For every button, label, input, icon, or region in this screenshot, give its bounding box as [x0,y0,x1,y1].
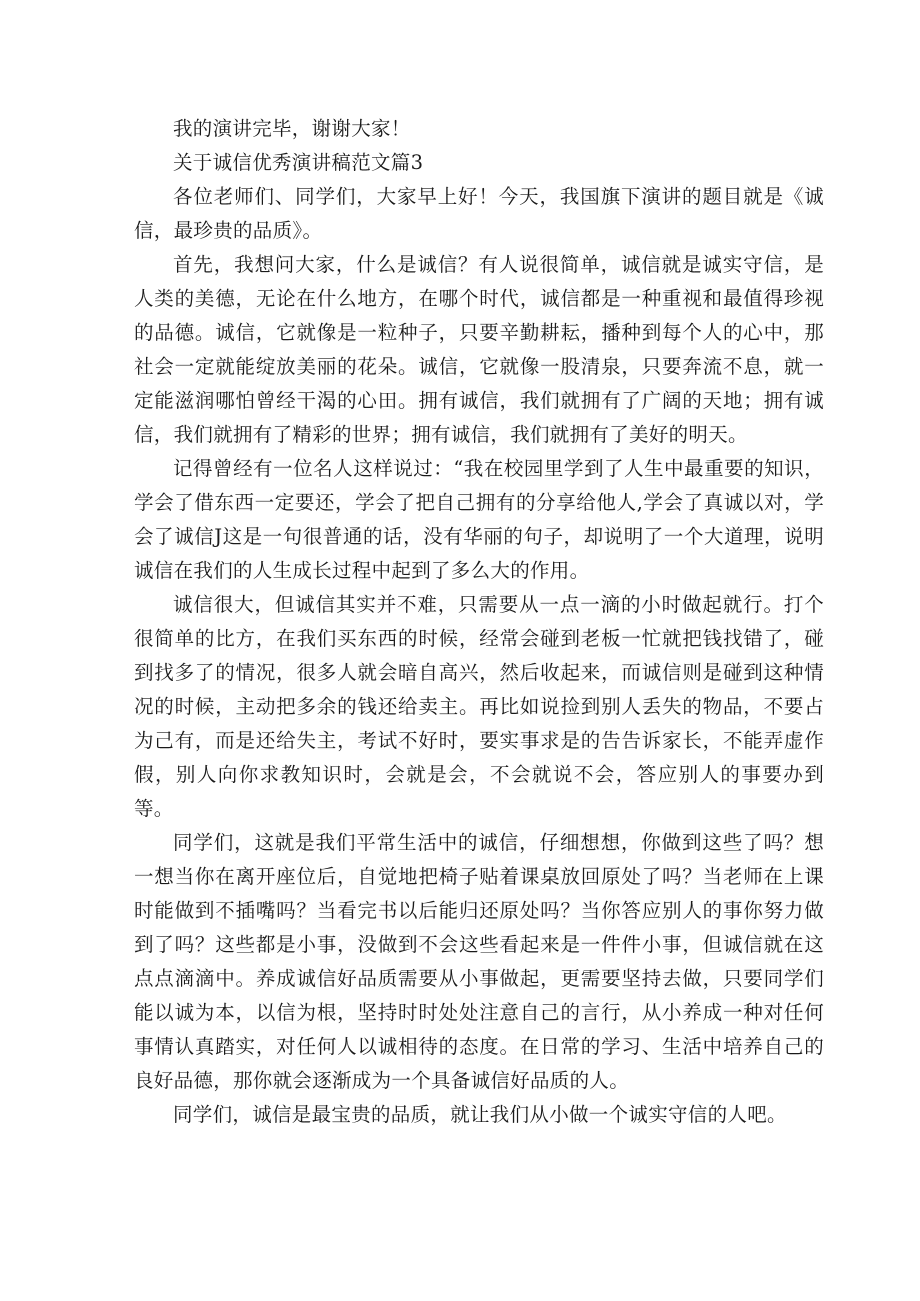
paragraph-small-things: 诚信很大，但诚信其实并不难，只需要从一点一滴的小时做起就行。打个很简单的比方，在我们买东西的时候，经常会碰到老板一忙就把钱找错了，碰到找多了的情况，很多人就会暗自高兴，然后收起来，而诚信则是碰到这种情况的时候，主动把多余的钱还给卖主。再比如说捡到别人丢失的物品，不要占为己有，而是还给失主，考试不好时，要实事求是的告告诉家长，不能弄虚作假，别人向你求教知识时，会就是会，不会就说不会，答应别人的事要办到等。 [134,593,824,820]
closing-line: 我的演讲完毕，谢谢大家！ [173,117,411,140]
paragraph-conclusion: 同学们，诚信是最宝贵的品质，就让我们从小做一个诚实守信的人吧。 [173,1103,787,1126]
paragraph-daily-life: 同学们，这就是我们平常生活中的诚信，仔细想想，你做到这些了吗？想一想当你在离开座位后，自觉地把椅子贴着课桌放回原处了吗？当老师在上课时能做到不插嘴吗？当看完书以后能归还原处吗？当你答应别人的事你努力做到了吗？这些都是小事，没做到不会这些看起来是一件件小事，但诚信就在这点点滴滴中。养成诚信好品质需要从小事做起，更需要坚持去做，只要同学们能以诚为本，以信为根，坚持时时处处注意自己的言行，从小养成一种对任何事情认真踏实，对任何人以诚相待的态度。在日常的学习、生活中培养自己的良好品德，那你就会逐渐成为一个具备诚信好品质的人。 [134,831,824,1092]
section-heading: 关于诚信优秀演讲稿范文篇3 [173,151,424,174]
paragraph-famous-quote: 记得曾经有一位名人这样说过：“我在校园里学到了人生中最重要的知识，学会了借东西一定要还，学会了把自己拥有的分享给他人,学会了真诚以对，学会了诚信J这是一句很普通的话，没有华丽的句子，却说明了一个大道理，说明诚信在我们的人生成长过程中起到了多么大的作用。 [134,457,824,582]
document-body [134,112,824,1132]
paragraph-greeting: 各位老师们、同学们，大家早上好！今天，我国旗下演讲的题目就是《诚信，最珍贵的品质》。 [134,185,824,242]
paragraph-what-is-integrity: 首先，我想问大家，什么是诚信？有人说很简单，诚信就是诚实守信，是人类的美德，无论在什么地方，在哪个时代，诚信都是一种重视和最值得珍视的品德。诚信，它就像是一粒种子，只要辛勤耕耘，播种到每个人的心中，那社会一定就能绽放美丽的花朵。诚信，它就像一股清泉，只要奔流不息，就一定能滋润哪怕曾经干渴的心田。拥有诚信，我们就拥有了广阔的天地；拥有诚信，我们就拥有了精彩的世界；拥有诚信，我们就拥有了美好的明天。 [134,253,824,446]
